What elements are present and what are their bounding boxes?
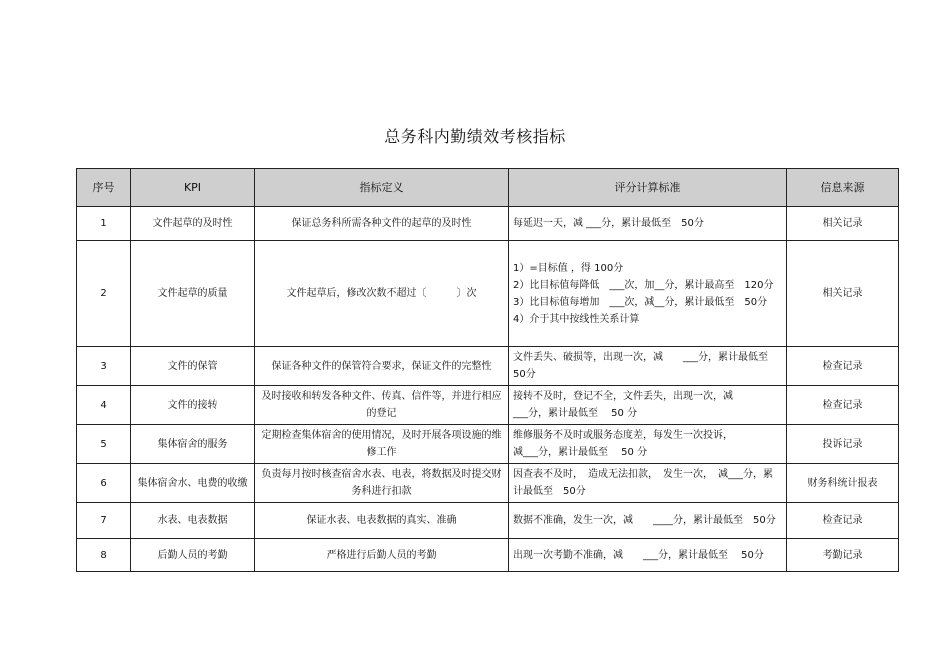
row-scoring: 维修服务不及时或服务态度差，每发生一次投诉， 减___分，累计最低至 50 分 <box>509 425 787 464</box>
header-kpi: KPI <box>131 169 255 207</box>
row-definition: 保证总务科所需各种文件的起草的及时性 <box>255 207 509 241</box>
table-row <box>77 386 899 425</box>
row-scoring: 数据不准确，发生一次，减 ____分，累计最低至 50分 <box>509 503 787 539</box>
row-scoring: 接转不及时，登记不全，文件丢失，出现一次，减 ___分，累计最低至 50 分 <box>509 386 787 425</box>
row-kpi: 后勤人员的考勤 <box>131 539 255 572</box>
table-row <box>77 503 899 539</box>
row-source: 检查记录 <box>787 347 899 386</box>
row-no: 4 <box>77 386 131 425</box>
row-source: 检查记录 <box>787 503 899 539</box>
row-no: 1 <box>77 207 131 241</box>
row-kpi: 集体宿舍水、电费的收缴 <box>131 464 255 503</box>
page-title: 总务科内勤绩效考核指标 <box>384 127 566 146</box>
row-no: 6 <box>77 464 131 503</box>
row-no: 3 <box>77 347 131 386</box>
row-no: 2 <box>77 241 131 347</box>
row-definition: 及时接收和转发各种文件、传真、信件等，并进行相应的登记 <box>255 386 509 425</box>
row-kpi: 水表、电表数据 <box>131 503 255 539</box>
row-definition: 负责每月按时核查宿舍水表、电表，将数据及时提交财务科进行扣款 <box>255 464 509 503</box>
row-definition: 保证各种文件的保管符合要求，保证文件的完整性 <box>255 347 509 386</box>
row-no: 8 <box>77 539 131 572</box>
table-header-row <box>77 169 899 207</box>
table-row <box>77 207 899 241</box>
row-scoring: 1）=目标值 ，得 100分 2）比目标值每降低 ___次，加__分，累计最高至 120分 3）比目标值每增加 ___次，减__分，累计最低至 50分 4）介于其中按线性关系计算 <box>509 241 787 347</box>
header-no: 序号 <box>77 169 131 207</box>
row-no: 7 <box>77 503 131 539</box>
row-kpi: 文件起草的质量 <box>131 241 255 347</box>
row-kpi: 文件的保管 <box>131 347 255 386</box>
header-definition: 指标定义 <box>255 169 509 207</box>
table-row <box>77 425 899 464</box>
row-no: 5 <box>77 425 131 464</box>
table-row <box>77 241 899 347</box>
row-kpi: 文件起草的及时性 <box>131 207 255 241</box>
row-definition: 严格进行后勤人员的考勤 <box>255 539 509 572</box>
row-definition: 保证水表、电表数据的真实、准确 <box>255 503 509 539</box>
header-scoring: 评分计算标准 <box>509 169 787 207</box>
table-row <box>77 347 899 386</box>
table-row <box>77 464 899 503</box>
row-source: 考勤记录 <box>787 539 899 572</box>
row-definition: 文件起草后，修改次数不超过〔 〕次 <box>255 241 509 347</box>
kpi-table <box>76 168 899 572</box>
row-scoring: 出现一次考勤不准确，减 ___分，累计最低至 50分 <box>509 539 787 572</box>
row-scoring: 因查表不及时， 造成无法扣款， 发生一次， 减___分，累计最低至 50分 <box>509 464 787 503</box>
row-definition: 定期检查集体宿舍的使用情况，及时开展各项设施的维修工作 <box>255 425 509 464</box>
row-source: 相关记录 <box>787 207 899 241</box>
row-source: 投诉记录 <box>787 425 899 464</box>
row-kpi: 文件的接转 <box>131 386 255 425</box>
row-source: 财务科统计报表 <box>787 464 899 503</box>
table-row <box>77 539 899 572</box>
row-scoring: 每延迟一天，减 ___分，累计最低至 50分 <box>509 207 787 241</box>
row-scoring: 文件丢失、破损等，出现一次，减 ___分，累计最低至 50分 <box>509 347 787 386</box>
row-kpi: 集体宿舍的服务 <box>131 425 255 464</box>
row-source: 检查记录 <box>787 386 899 425</box>
header-source: 信息来源 <box>787 169 899 207</box>
row-source: 相关记录 <box>787 241 899 347</box>
